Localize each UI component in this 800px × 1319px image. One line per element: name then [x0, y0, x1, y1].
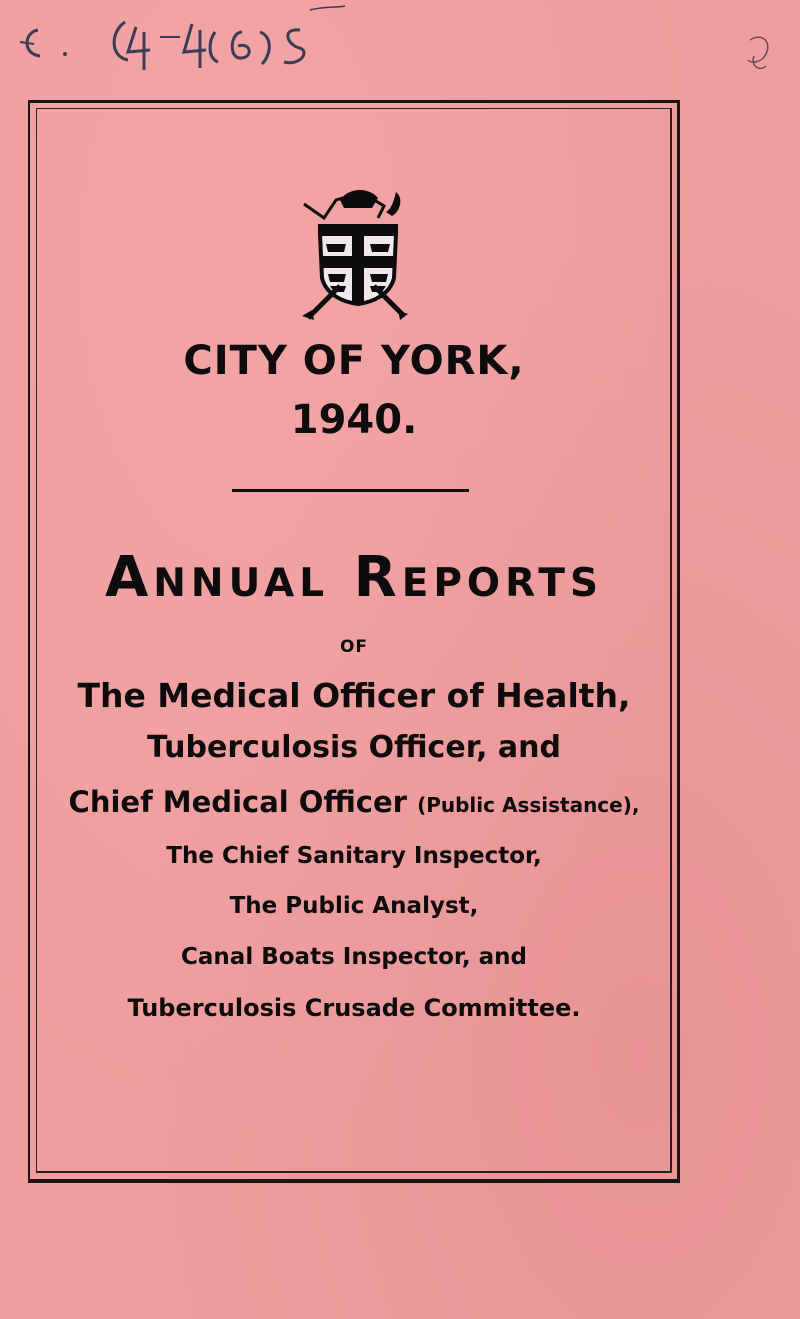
city-title: CITY OF YORK, [183, 338, 525, 384]
chief-medical-officer-line [40, 785, 668, 819]
public-assistance-text: (Public Assistance), [417, 793, 640, 817]
of-label: OF [339, 637, 369, 657]
public-analyst-line: The Public Analyst, [229, 893, 479, 919]
crusade-committee-line: Tuberculosis Crusade Committee. [127, 994, 581, 1022]
canal-boats-inspector-line: Canal Boats Inspector, and [181, 944, 527, 970]
corner-pencil-mark [732, 20, 782, 80]
tuberculosis-officer-line: Tuberculosis Officer, and [146, 730, 561, 765]
city-crest-emblem [300, 182, 412, 322]
sanitary-inspector-line: The Chief Sanitary Inspector, [166, 843, 542, 869]
medical-officer-line: The Medical Officer of Health, [77, 676, 631, 715]
chief-medical-officer-text: Chief Medical Officer [68, 785, 407, 819]
annual-reports-heading: Annual Reports [104, 545, 604, 610]
horizontal-rule [232, 489, 469, 492]
report-year: 1940. [290, 397, 418, 443]
handwritten-annotation [10, 2, 350, 82]
